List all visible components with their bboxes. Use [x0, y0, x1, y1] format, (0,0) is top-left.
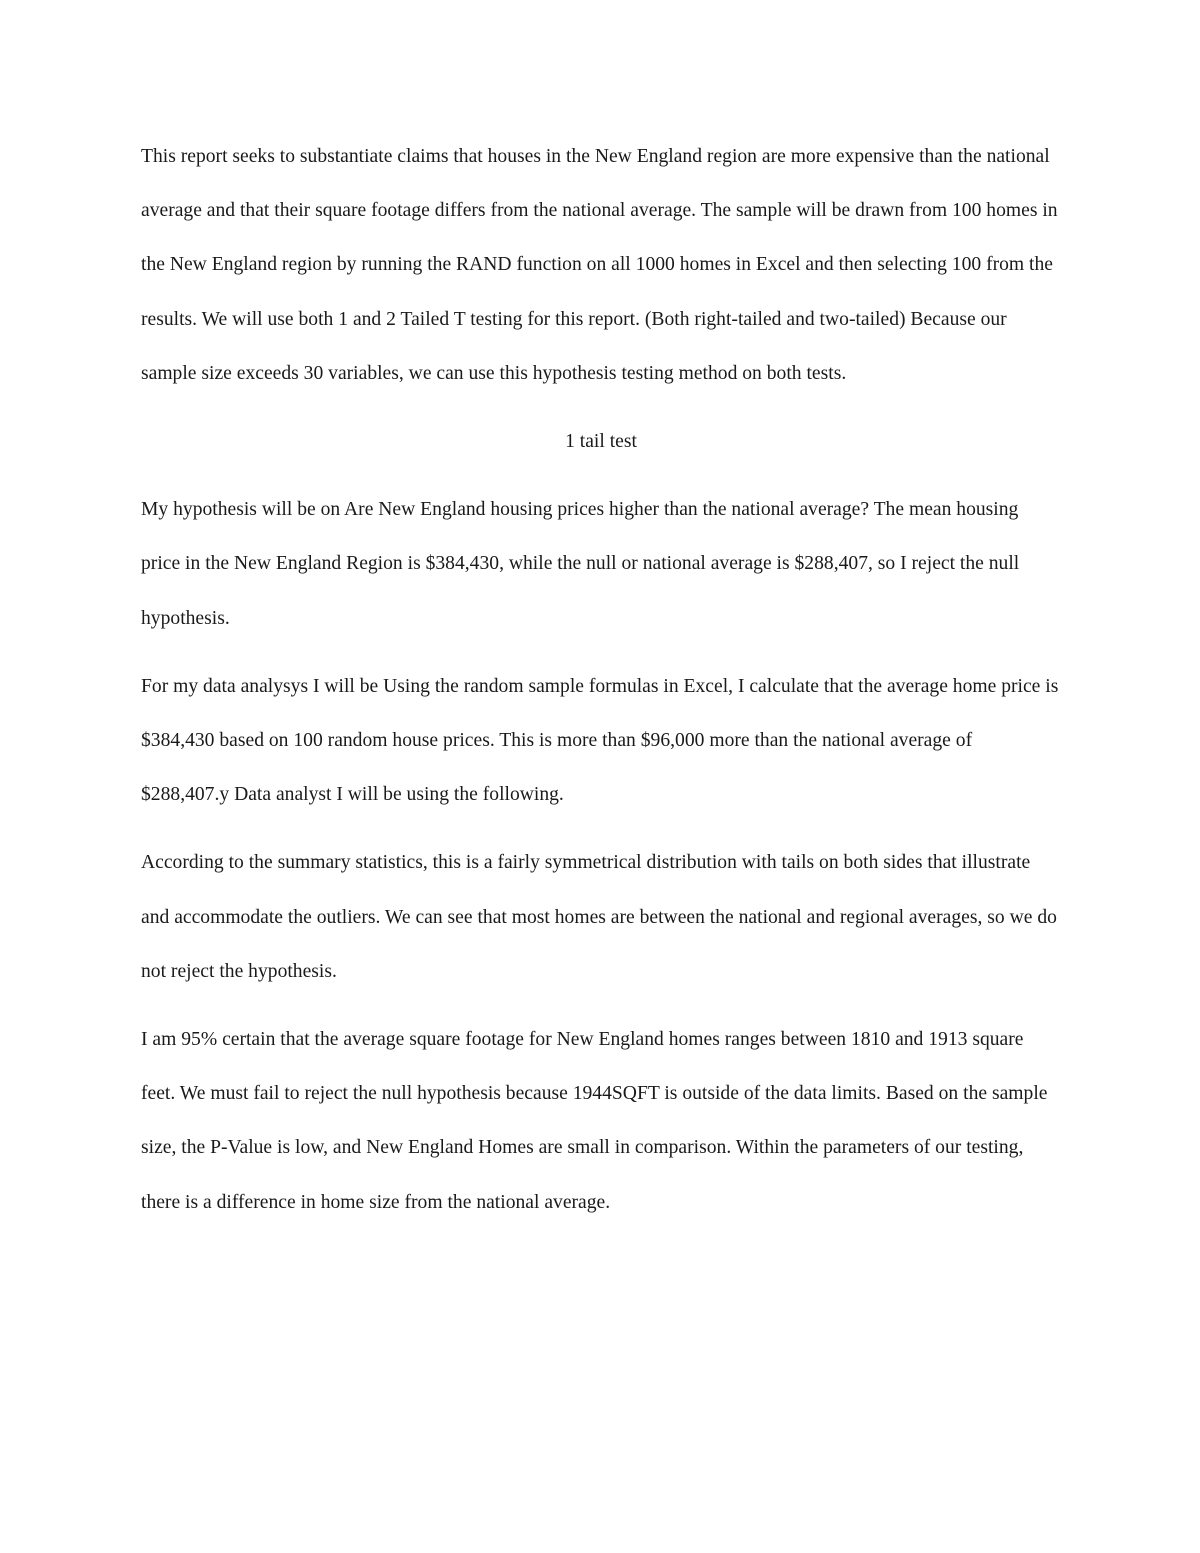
hypothesis-paragraph: My hypothesis will be on Are New England housing prices higher than the national average? The mean housing price in the New England Region is $384,430, while the null or national average is $288,407, so I reject the null hypothesis.: [141, 499, 1020, 629]
document-body: [141, 130, 1061, 1230]
analysis-paragraph: For my data analysys I will be Using the random sample formulas in Excel, I calculate that the average home price is $384,430 based on 100 random house prices. This is more than $96,000 more than the national average of $288,407.y Data analyst I will be using the following.: [141, 675, 1059, 806]
conclusion-paragraph: I am 95% certain that the average square footage for New England homes ranges between 1810 and 1913 square feet. We must fail to reject the null hypothesis because 1944SQFT is outside of the data limits. Based on the sample size, the P-Value is low, and New England Homes are small in comparison. Within the parameters of our testing, there is a difference in home size from the national average.: [141, 1029, 1048, 1213]
intro-paragraph: This report seeks to substantiate claims that houses in the New England region are more expensive than the national average and that their square footage differs from the national average. The sample will be drawn from 100 homes in the New England region by running the RAND function on all 1000 homes in Excel and then selecting 100 from the results. We will use both 1 and 2 Tailed T testing for this report. (Both right-tailed and two-tailed) Because our sample size exceeds 30 variables, we can use this hypothesis testing method on both tests.: [141, 146, 1058, 384]
summary-paragraph: According to the summary statistics, this is a fairly symmetrical distribution with tails on both sides that illustrate and accommodate the outliers. We can see that most homes are between the national and regional averages, so we do not reject the hypothesis.: [141, 852, 1057, 982]
section-heading: 1 tail test: [565, 431, 637, 453]
